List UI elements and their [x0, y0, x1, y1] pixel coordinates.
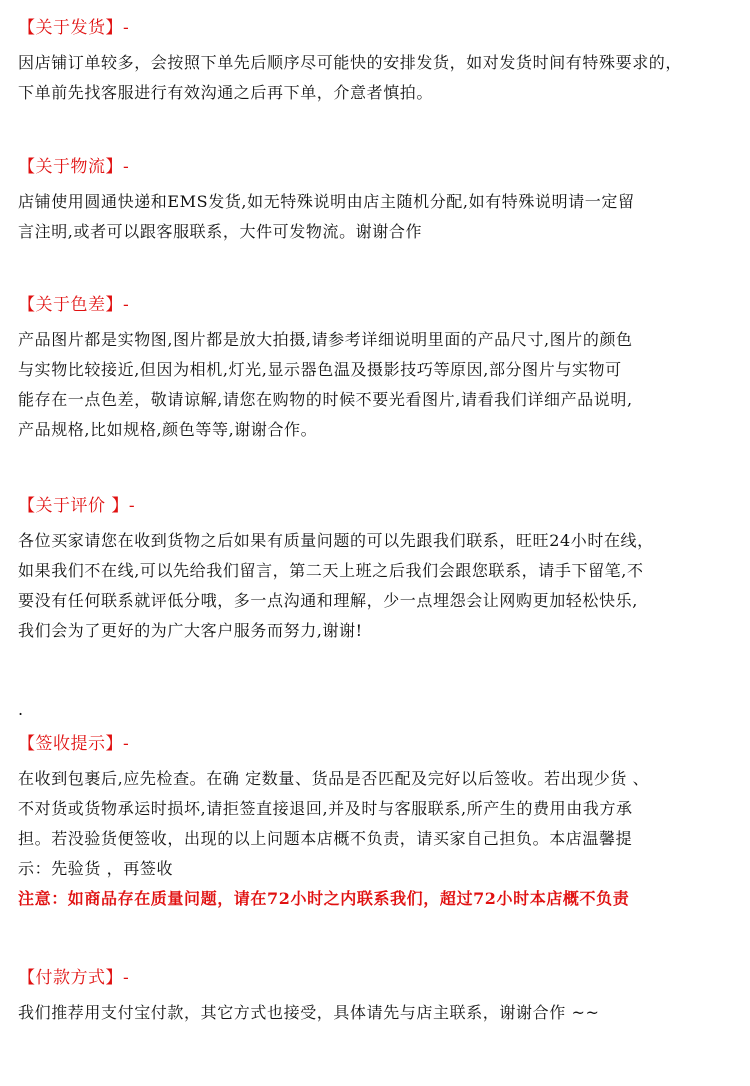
- text-line: 因店铺订单较多，会按照下单先后顺序尽可能快的安排发货，如对发货时间有特殊要求的，: [18, 53, 683, 72]
- section-heading-logistics: 【关于物流】-: [18, 157, 130, 177]
- text-line: 能存在一点色差，敬请谅解,请您在购物的时候不要光看图片,请看我们详细产品说明,: [18, 390, 633, 409]
- text-line: 示：先验货 ，再签收: [18, 859, 174, 878]
- section-body-color-difference: [18, 325, 743, 445]
- section-body-payment: [18, 998, 743, 1028]
- text-line: 下单前先找客服进行有效沟通之后再下单，介意者慎拍。: [18, 83, 434, 102]
- quality-notice: 注意：如商品存在质量问题，请在72小时之内联系我们，超过72小时本店概不负责: [18, 889, 630, 908]
- section-body-logistics: [18, 187, 743, 247]
- section-heading-signing: 【签收提示】-: [18, 734, 130, 754]
- text-line: 担。若没验货便签收，出现的以上问题本店概不负责，请买家自己担负。本店温馨提: [18, 829, 633, 848]
- text-line: 与实物比较接近,但因为相机,灯光,显示器色温及摄影技巧等原因,部分图片与实物可: [18, 360, 622, 379]
- text-line: 各位买家请您在收到货物之后如果有质量问题的可以先跟我们联系，旺旺24小时在线，: [18, 531, 654, 550]
- text-line: 我们会为了更好的为广大客户服务而努力,谢谢!: [18, 621, 363, 640]
- section-heading-shipping: 【关于发货】-: [18, 18, 130, 38]
- text-line: 在收到包裹后,应先检查。在确 定数量、货品是否匹配及完好以后签收。若出现少货 、: [18, 769, 650, 788]
- section-body-signing: [18, 764, 743, 914]
- text-line: 店铺使用圆通快递和EMS发货,如无特殊说明由店主随机分配,如有特殊说明请一定留: [18, 192, 635, 211]
- text-line: 言注明,或者可以跟客服联系，大件可发物流。谢谢合作: [18, 222, 423, 241]
- separator-dot: .: [18, 700, 24, 719]
- section-body-shipping: [18, 48, 743, 108]
- section-heading-payment: 【付款方式】-: [18, 968, 130, 988]
- section-body-reviews: [18, 526, 743, 646]
- text-line: 产品规格,比如规格,颜色等等,谢谢合作。: [18, 420, 318, 439]
- text-line: 不对货或货物承运时损坏,请拒签直接退回,并及时与客服联系,所产生的费用由我方承: [18, 799, 633, 818]
- text-line: 我们推荐用支付宝付款，其它方式也接受，具体请先与店主联系，谢谢合作 ~~: [18, 1003, 600, 1022]
- section-heading-reviews: 【关于评价 】-: [18, 496, 136, 516]
- text-line: 要没有任何联系就评低分哦，多一点沟通和理解，少一点埋怨会让网购更加轻松快乐,: [18, 591, 638, 610]
- text-line: 如果我们不在线,可以先给我们留言，第二天上班之后我们会跟您联系，请手下留笔,不: [18, 561, 644, 580]
- text-line: 产品图片都是实物图,图片都是放大拍摄,请参考详细说明里面的产品尺寸,图片的颜色: [18, 330, 633, 349]
- section-heading-color-difference: 【关于色差】-: [18, 295, 130, 315]
